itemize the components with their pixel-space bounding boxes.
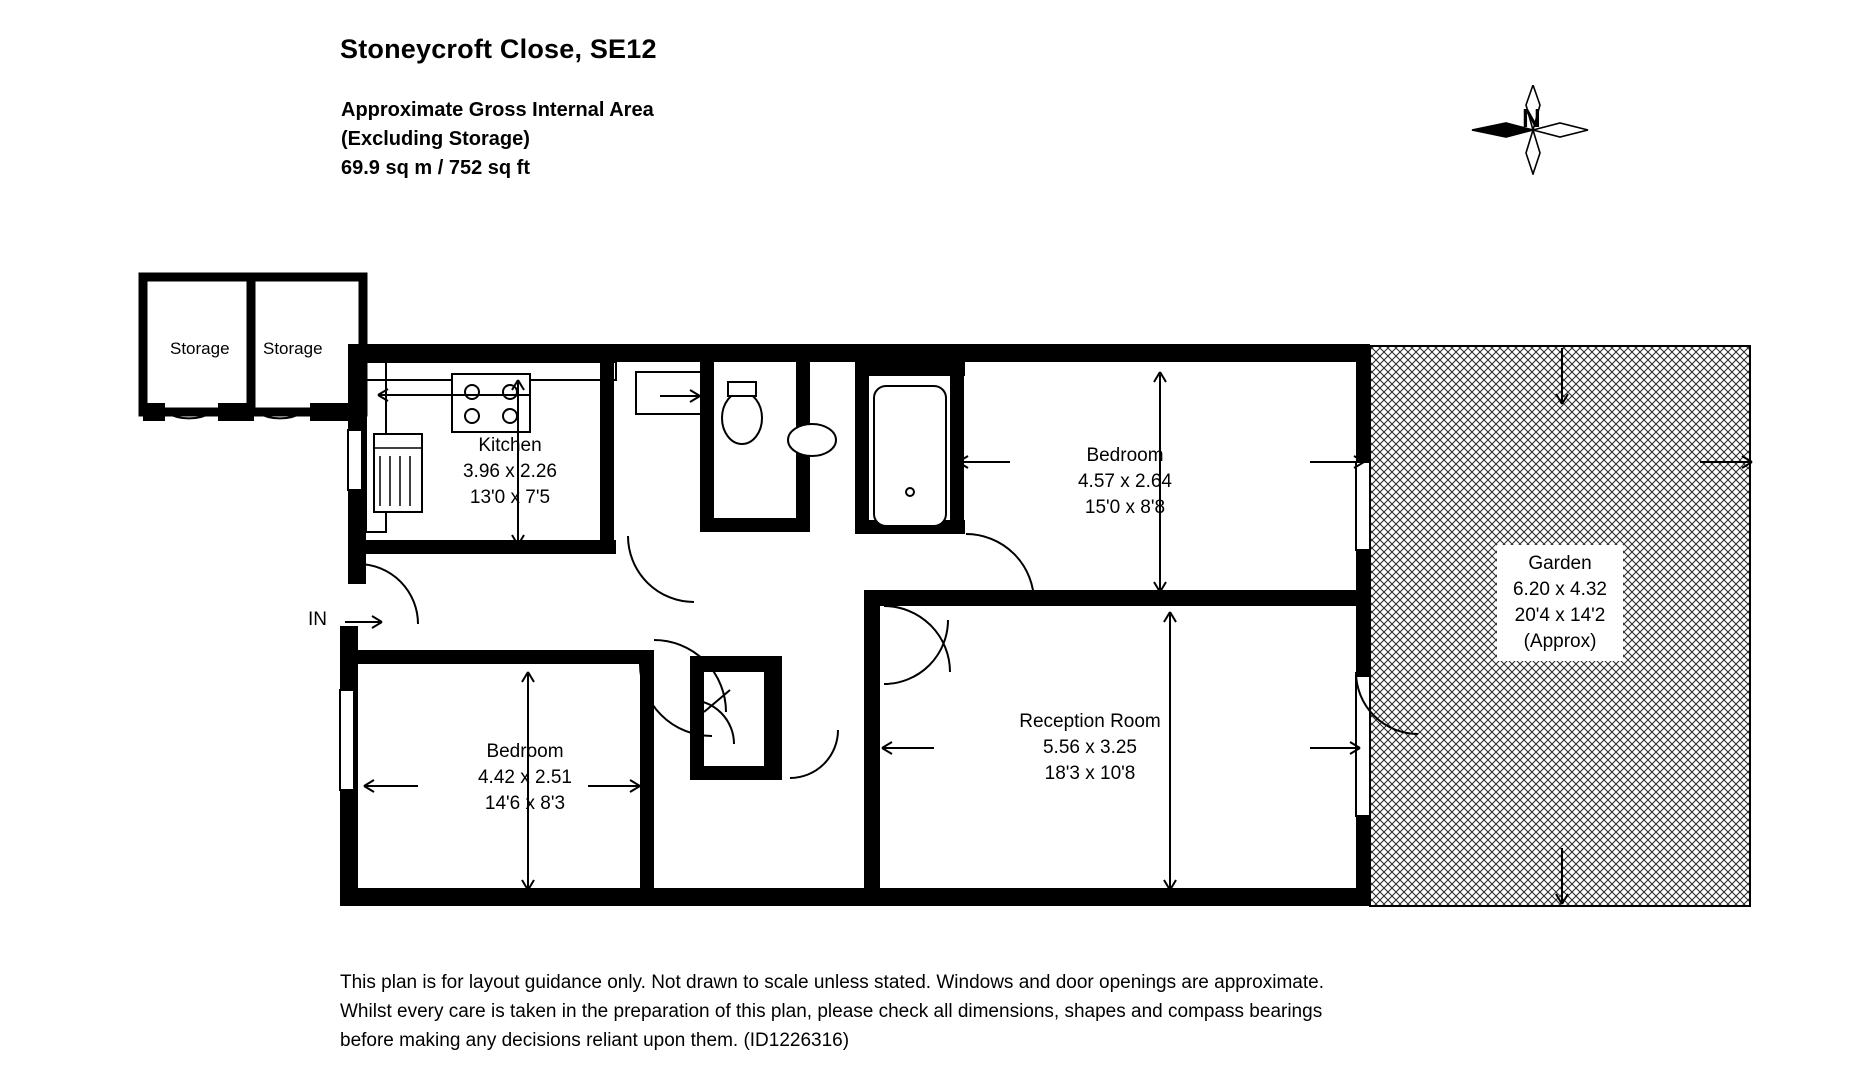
room-label-kitchen bbox=[400, 433, 620, 511]
garden-dim-metric: 6.20 x 4.32 bbox=[1512, 579, 1608, 600]
kitchen-dim-metric: 3.96 x 2.26 bbox=[462, 461, 558, 482]
area-line-3: 69.9 sq m / 752 sq ft bbox=[341, 157, 530, 179]
bedroom-2-dim-imperial: 14'6 x 8'3 bbox=[484, 793, 566, 814]
bedroom-2-dim-metric: 4.42 x 2.51 bbox=[477, 767, 573, 788]
disclaimer-line-3: before making any decisions reliant upon them. (ID1226316) bbox=[340, 1030, 850, 1051]
area-line-1: Approximate Gross Internal Area bbox=[341, 99, 654, 121]
reception-room-name: Reception Room bbox=[1019, 711, 1161, 732]
room-label-reception-room bbox=[930, 709, 1250, 787]
bedroom-1-dim-metric: 4.57 x 2.64 bbox=[1077, 471, 1173, 492]
page-title: Stoneycroft Close, SE12 bbox=[340, 34, 657, 64]
bedroom-1-dim-imperial: 15'0 x 8'8 bbox=[1084, 497, 1166, 518]
compass-north-label: N bbox=[1522, 103, 1541, 133]
room-label-bedroom-1 bbox=[1000, 443, 1250, 521]
area-line-2: (Excluding Storage) bbox=[341, 128, 530, 150]
room-label-storage-right: Storage bbox=[263, 339, 323, 358]
garden-note: (Approx) bbox=[1523, 631, 1597, 652]
bedroom-1-name: Bedroom bbox=[1086, 445, 1164, 466]
garden-name: Garden bbox=[1528, 553, 1592, 574]
kitchen-dim-imperial: 13'0 x 7'5 bbox=[469, 487, 551, 508]
reception-room-dim-imperial: 18'3 x 10'8 bbox=[1044, 763, 1136, 784]
room-label-bedroom-2 bbox=[400, 739, 650, 817]
garden-dim-imperial: 20'4 x 14'2 bbox=[1514, 605, 1606, 626]
bedroom-2-name: Bedroom bbox=[486, 741, 564, 762]
kitchen-name: Kitchen bbox=[478, 435, 542, 456]
room-label-garden bbox=[1497, 545, 1623, 661]
entrance-label: IN bbox=[308, 609, 327, 630]
disclaimer bbox=[340, 968, 1324, 1055]
reception-room-dim-metric: 5.56 x 3.25 bbox=[1042, 737, 1138, 758]
room-label-storage-left: Storage bbox=[170, 339, 230, 358]
disclaimer-line-1: This plan is for layout guidance only. Not drawn to scale unless stated. Windows and door openings are approximate. bbox=[340, 972, 1324, 993]
bathroom-fixtures bbox=[722, 382, 946, 526]
disclaimer-line-2: Whilst every care is taken in the preparation of this plan, please check all dimensions, shapes and compass bearings bbox=[340, 1001, 1323, 1022]
